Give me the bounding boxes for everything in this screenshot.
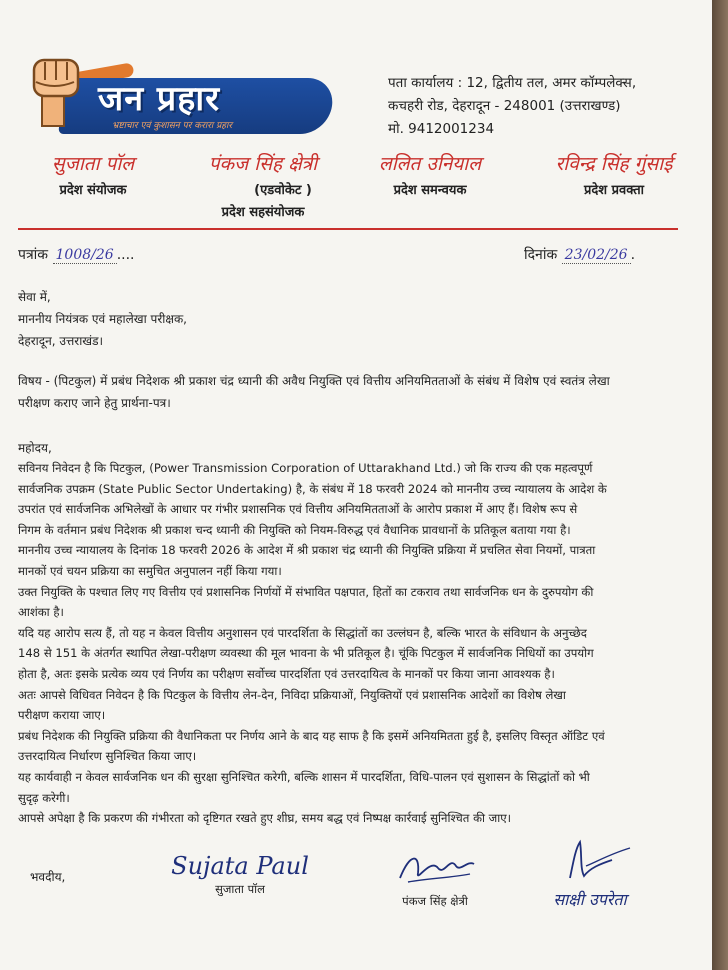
body-line: प्रबंध निदेशक की नियुक्ति प्रक्रिया की वैधानिकता पर निर्णय आने के बाद यह साफ है कि इसमें अनियमितता हुई है, इसलिए विस्तृत ऑडिट एवं — [18, 728, 605, 743]
official-2 — [178, 150, 348, 220]
body-line: सुदृढ़ करेगी। — [18, 790, 70, 805]
body-line: यदि यह आरोप सत्य हैं, तो यह न केवल वित्तीय अनुशासन एवं पारदर्शिता के सिद्धांतों का उल्लंघन है, बल्कि भारत के संविधान के अनुच्छेद — [18, 625, 587, 640]
official-4 — [524, 150, 704, 198]
recipient-line: देहरादून, उत्तराखंड। — [18, 334, 104, 348]
raised-fist-icon — [28, 52, 90, 128]
recipient-line: माननीय नियंत्रक एवं महालेखा परीक्षक, — [18, 312, 187, 326]
address-line-2: कचहरी रोड, देहरादून - 248001 (उत्तराखण्ड) — [388, 98, 621, 114]
office-address — [388, 72, 636, 141]
body-line: माननीय उच्च न्यायालय के दिनांक 18 फरवरी 2026 के आदेश में श्री प्रकाश चंद्र ध्यानी की नियुक्ति प्रक्रिया में प्रचलित सेवा नियमों, पात्रता — [18, 543, 596, 558]
body-line: मानकों एवं चयन प्रक्रिया का समुचित अनुपालन नहीं किया गया। — [18, 563, 282, 578]
signature-2 — [370, 848, 500, 909]
official-1 — [28, 150, 158, 198]
body-line: सविनय निवेदन है कि पिटकुल, (Power Transmission Corporation of Uttarakhand Ltd.) जो कि राज्य की एक महत्वपूर्ण — [18, 461, 593, 475]
body-line: आपसे अपेक्षा है कि प्रकरण की गंभीरता को दृष्टिगत रखते हुए शीघ्र, समय बद्ध एवं निष्पक्ष कार्रवाई सुनिश्चित की जाए। — [18, 811, 512, 826]
official-role: प्रदेश समन्वयक — [393, 183, 467, 198]
date-suffix: . — [630, 247, 636, 263]
letter-body — [18, 458, 682, 829]
signatory-name: सुजाता पॉल — [215, 882, 265, 896]
officials-row — [0, 150, 712, 230]
page-edge — [712, 0, 728, 970]
body-line: होता है, अतः इसके प्रत्येक व्यय एवं निर्णय का परीक्षण सर्वोच्च पारदर्शिता एवं उत्तरदायित्व के मानकों पर किया जाना आवश्यक है। — [18, 666, 555, 681]
recipient-line: सेवा में, — [18, 290, 51, 304]
official-name: ललित उनियाल — [378, 153, 482, 175]
official-3 — [360, 150, 500, 198]
body-line: उक्त नियुक्ति के पश्चात लिए गए वित्तीय एवं प्रशासनिक निर्णयों में संभावित पक्षपात, हितों का टकराव तथा सार्वजनिक धन के दुरुपयोग की — [18, 584, 594, 599]
jan-prahar-logo — [16, 52, 334, 140]
reference-label: पत्रांक — [18, 247, 49, 263]
signature-area — [0, 848, 712, 968]
body-line: अतः आपसे विधिवत निवेदन है कि पिटकुल के वित्तीय लेन-देन, निविदा प्रक्रियाओं, नियुक्तियों एवं प्रशासनिक आदेशों का विशेष लेखा — [18, 687, 566, 702]
body-line: उपरांत एवं सार्वजनिक अभिलेखों के आधार पर गंभीर प्रशासनिक एवं वित्तीय अनियमितताओं के आरोप प्रकाश में आए हैं। विशेष रूप से — [18, 502, 578, 517]
recipient-block — [18, 286, 682, 352]
reference-value: 1008/26 — [53, 247, 117, 264]
address-line-1: पता कार्यालय : 12, द्वितीय तल, अमर कॉम्पलेक्स, — [388, 75, 637, 91]
official-name: रविन्द्र सिंह गुंसाई — [555, 153, 673, 175]
official-role: प्रदेश प्रवक्ता — [583, 183, 645, 198]
subject-line: परीक्षण कराए जाने हेतु प्रार्थना-पत्र। — [18, 396, 171, 410]
body-line: परीक्षण कराया जाए। — [18, 708, 106, 723]
signature-mark — [390, 848, 480, 888]
subject-line: विषय - (पिटकुल) में प्रबंध निदेशक श्री प्रकाश चंद्र ध्यानी की अवैध नियुक्ति एवं वित्तीय अनियमितताओं के संबंध में विशेष एवं स्वतंत्र लेखा — [18, 374, 610, 388]
signature-1 — [170, 852, 310, 897]
header-divider — [18, 228, 678, 230]
brand-name: जन प्रहार — [98, 79, 221, 119]
signatory-name: साक्षी उपरेता — [553, 890, 627, 909]
subject-block — [18, 370, 682, 414]
official-name: सुजाता पॉल — [51, 153, 135, 175]
date-value: 23/02/26 — [562, 247, 631, 264]
body-line: आशंका है। — [18, 605, 64, 620]
signature-3 — [515, 838, 665, 910]
phone-number: मो. 9412001234 — [388, 121, 495, 137]
brand-tagline: भ्रष्टाचार एवं कुशासन पर करारा प्रहार — [112, 121, 233, 131]
body-line: यह कार्यवाही न केवल सार्वजनिक धन की सुरक्षा सुनिश्चित करेगी, बल्कि शासन में पारदर्शिता, विधि-पालन एवं सुशासन के सिद्धांतों को भी — [18, 769, 590, 784]
reference-suffix: .... — [116, 247, 135, 263]
official-role: प्रदेश संयोजक — [59, 183, 127, 198]
reference-number — [18, 245, 135, 264]
body-line: 148 से 151 के अंतर्गत स्थापित लेखा-परीक्षण व्यवस्था की मूल भावना के भी प्रतिकूल है। चूंकि पिटकुल में सार्वजनिक निधियों का उपयोग — [18, 646, 594, 661]
signature-mark — [540, 838, 640, 884]
salutation: महोदय, — [18, 441, 52, 455]
date-label: दिनांक — [524, 247, 558, 263]
official-role-2: प्रदेश सहसंयोजक — [221, 205, 305, 220]
body-line: निगम के वर्तमान प्रबंध निदेशक श्री प्रकाश चन्द ध्यानी की नियुक्ति को नियम-विरुद्ध एवं वैधानिक प्रावधानों के प्रतिकूल बताया गया है। — [18, 522, 571, 537]
letter-date — [524, 245, 635, 264]
signature-scribble: Sujata Paul — [171, 852, 309, 880]
closing: भवदीय, — [30, 870, 66, 884]
signatory-name: पंकज सिंह क्षेत्री — [402, 894, 468, 908]
body-line: उत्तरदायित्व निर्धारण सुनिश्चित किया जाए। — [18, 749, 197, 764]
official-role: (एडवोकेट ) — [254, 183, 312, 198]
official-name: पंकज सिंह क्षेत्री — [208, 153, 318, 175]
body-line: सार्वजनिक उपक्रम (State Public Sector Undertaking) है, के संबंध में 18 फरवरी 2024 को माननीय उच्च न्यायालय के आदेश के — [18, 481, 607, 496]
